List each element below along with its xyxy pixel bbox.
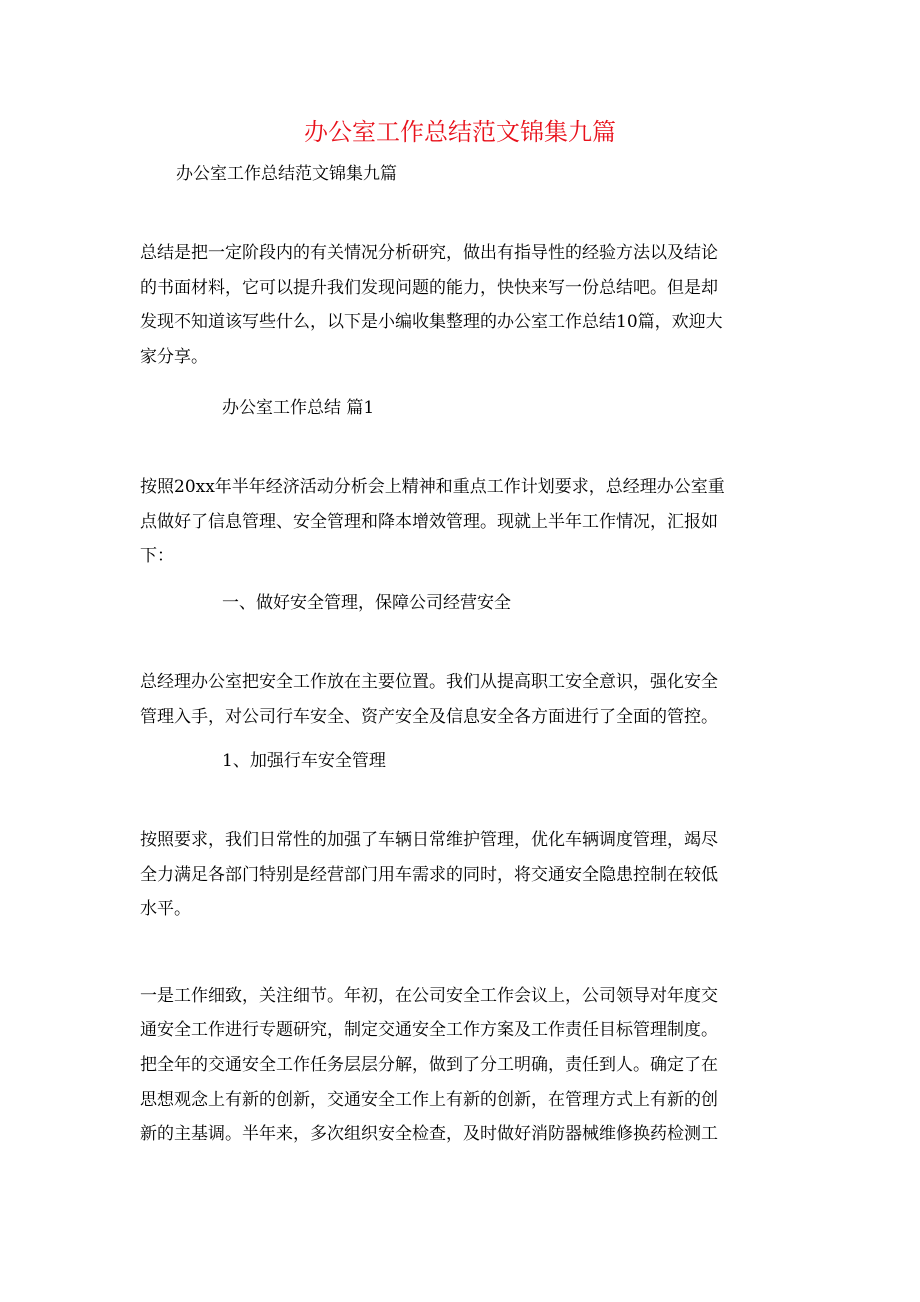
- paragraph-line: 通安全工作进行专题研究，制定交通安全工作方案及工作责任目标管理制度。: [140, 1020, 718, 1040]
- paragraph-line: 管理入手，对公司行车安全、资产安全及信息安全各方面进行了全面的管控。: [140, 707, 718, 727]
- intro-line: 家分享。: [140, 347, 208, 367]
- sub-heading: 1、加强行车安全管理: [222, 751, 386, 771]
- paragraph-line: 新的主基调。半年来，多次组织安全检查，及时做好消防器械维修换药检测工: [140, 1124, 718, 1144]
- section-heading: 办公室工作总结 篇1: [222, 398, 375, 418]
- paragraph-line: 水平。: [140, 899, 191, 919]
- document-subtitle: 办公室工作总结范文锦集九篇: [176, 164, 397, 184]
- intro-line: 发现不知道该写些什么，以下是小编收集整理的办公室工作总结10篇，欢迎大: [140, 312, 723, 332]
- paragraph-line: 按照要求，我们日常性的加强了车辆日常维护管理，优化车辆调度管理，竭尽: [140, 830, 718, 850]
- document-title: 办公室工作总结范文锦集九篇: [304, 118, 616, 146]
- intro-line: 总结是把一定阶段内的有关情况分析研究，做出有指导性的经验方法以及结论: [140, 243, 718, 263]
- paragraph-line: 按照20xx年半年经济活动分析会上精神和重点工作计划要求，总经理办公室重: [140, 477, 725, 497]
- paragraph-line: 全力满足各部门特别是经营部门用车需求的同时，将交通安全隐患控制在较低: [140, 865, 718, 885]
- heading-one: 一、做好安全管理，保障公司经营安全: [222, 593, 511, 613]
- paragraph-line: 思想观念上有新的创新，交通安全工作上有新的创新，在管理方式上有新的创: [140, 1090, 718, 1110]
- paragraph-line: 点做好了信息管理、安全管理和降本增效管理。现就上半年工作情况，汇报如: [140, 512, 718, 532]
- paragraph-line: 把全年的交通安全工作任务层层分解，做到了分工明确，责任到人。确定了在: [140, 1055, 718, 1075]
- paragraph-line: 下：: [140, 546, 174, 566]
- intro-line: 的书面材料，它可以提升我们发现问题的能力，快快来写一份总结吧。但是却: [140, 278, 718, 298]
- paragraph-line: 总经理办公室把安全工作放在主要位置。我们从提高职工安全意识，强化安全: [140, 672, 718, 692]
- paragraph-line: 一是工作细致，关注细节。年初，在公司安全工作会议上，公司领导对年度交: [140, 986, 718, 1006]
